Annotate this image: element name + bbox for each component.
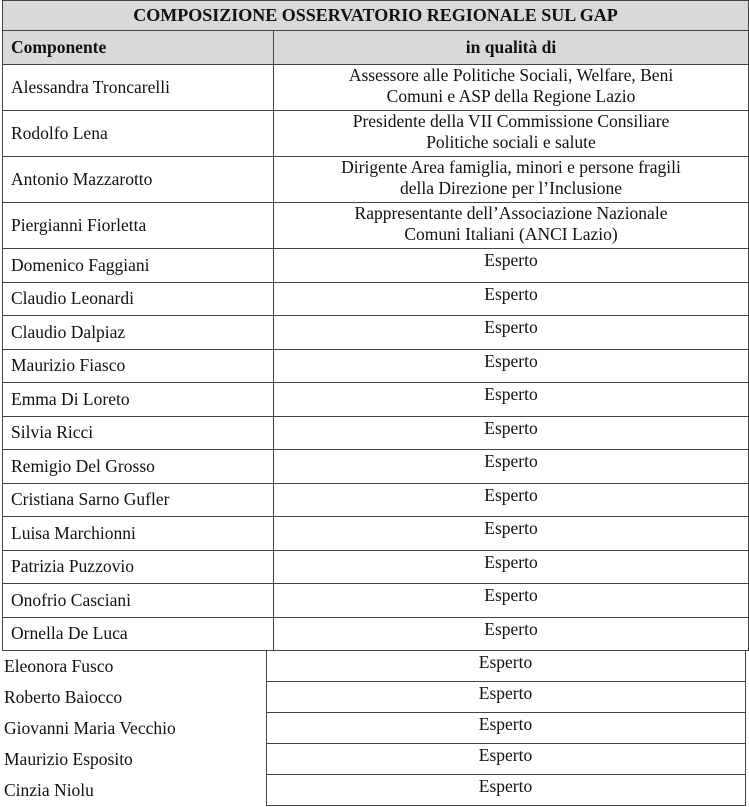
member-role — [274, 316, 749, 350]
member-role — [274, 584, 749, 618]
member-role: Esperto — [266, 651, 745, 682]
table-row — [3, 203, 749, 249]
table-row — [3, 584, 749, 618]
member-name: Patrizia Puzzovio — [3, 550, 274, 584]
table-row — [3, 617, 749, 651]
member-name: Antonio Mazzarotto — [3, 157, 274, 203]
role-line: Comuni e ASP della Regione Lazio — [386, 86, 636, 106]
member-role — [274, 203, 749, 249]
role-line: Esperto — [484, 484, 538, 505]
member-role: Esperto — [266, 744, 745, 775]
role-line: Esperto — [484, 518, 538, 538]
table-row — [3, 450, 749, 484]
member-name: Maurizio Esposito — [4, 748, 133, 769]
column-header-componente: Componente — [3, 31, 274, 65]
member-name: Cinzia Niolu — [4, 779, 94, 800]
member-name: Maurizio Fiasco — [3, 349, 274, 383]
role-line: Esperto — [484, 551, 538, 572]
table-row — [0, 775, 745, 806]
member-name: Domenico Faggiani — [3, 249, 274, 283]
member-name: Claudio Dalpiaz — [3, 316, 274, 350]
member-role — [274, 157, 749, 203]
member-role — [274, 617, 749, 651]
member-name: Claudio Leonardi — [3, 282, 274, 316]
table-row — [0, 713, 745, 744]
member-name: Alessandra Troncarelli — [3, 65, 274, 111]
member-role: Esperto — [266, 775, 745, 806]
role-line: Esperto — [484, 451, 538, 471]
member-name: Emma Di Loreto — [3, 383, 274, 417]
table-row — [3, 349, 749, 383]
member-name: Eleonora Fusco — [4, 655, 114, 676]
member-name: Ornella De Luca — [3, 617, 274, 651]
member-name: Cristiana Sarno Gufler — [3, 483, 274, 517]
member-name: Rodolfo Lena — [3, 111, 274, 157]
member-role — [274, 349, 749, 383]
role-line: Politiche sociali e salute — [426, 132, 596, 152]
table-row — [3, 416, 749, 450]
member-role — [274, 111, 749, 157]
table-row — [3, 316, 749, 350]
role-line: Esperto — [484, 384, 538, 404]
table-row — [3, 383, 749, 417]
continuation-table — [0, 650, 746, 806]
role-line: della Direzione per l’Inclusione — [399, 178, 623, 198]
member-name: Giovanni Maria Vecchio — [4, 717, 176, 738]
member-name: Luisa Marchionni — [3, 517, 274, 551]
table-row — [3, 249, 749, 283]
role-line: Dirigente Area famiglia, minori e persone fragili — [341, 157, 681, 177]
composition-table — [2, 0, 749, 651]
member-role: Esperto — [266, 713, 745, 744]
member-name: Remigio Del Grosso — [3, 450, 274, 484]
member-role — [274, 550, 749, 584]
role-line: Esperto — [484, 283, 538, 304]
role-line: Comuni Italiani (ANCI Lazio) — [404, 224, 618, 244]
role-line: Esperto — [484, 350, 538, 371]
member-role — [274, 517, 749, 551]
role-line: Esperto — [484, 317, 538, 337]
header-row — [3, 31, 749, 65]
member-role — [274, 383, 749, 417]
member-role — [274, 450, 749, 484]
member-role — [274, 65, 749, 111]
member-name: Piergianni Fiorletta — [3, 203, 274, 249]
role-line: Rappresentante dell’Associazione Nazionale — [354, 203, 668, 223]
role-line: Esperto — [484, 250, 538, 270]
table-row — [3, 282, 749, 316]
table-row — [3, 550, 749, 584]
member-name: Onofrio Casciani — [3, 584, 274, 618]
member-name: Silvia Ricci — [3, 416, 274, 450]
table-row — [3, 111, 749, 157]
table-row — [0, 744, 745, 775]
column-header-qualita: in qualità di — [274, 31, 749, 65]
table-row — [3, 157, 749, 203]
table-row — [3, 483, 749, 517]
member-role: Esperto — [266, 682, 745, 713]
table-title: COMPOSIZIONE OSSERVATORIO REGIONALE SUL GAP — [3, 1, 749, 31]
role-line: Esperto — [484, 417, 538, 438]
table-row — [3, 517, 749, 551]
table-row — [0, 651, 745, 682]
table-row — [3, 65, 749, 111]
member-role — [274, 416, 749, 450]
member-role — [274, 483, 749, 517]
title-row — [3, 1, 749, 31]
member-role — [274, 282, 749, 316]
role-line: Assessore alle Politiche Sociali, Welfare, Beni — [348, 65, 674, 85]
role-line: Presidente della VII Commissione Consiliare — [352, 111, 670, 131]
member-name: Roberto Baiocco — [4, 686, 123, 707]
member-role — [274, 249, 749, 283]
role-line: Esperto — [484, 585, 538, 605]
table-row — [0, 682, 745, 713]
role-line: Esperto — [484, 618, 538, 639]
